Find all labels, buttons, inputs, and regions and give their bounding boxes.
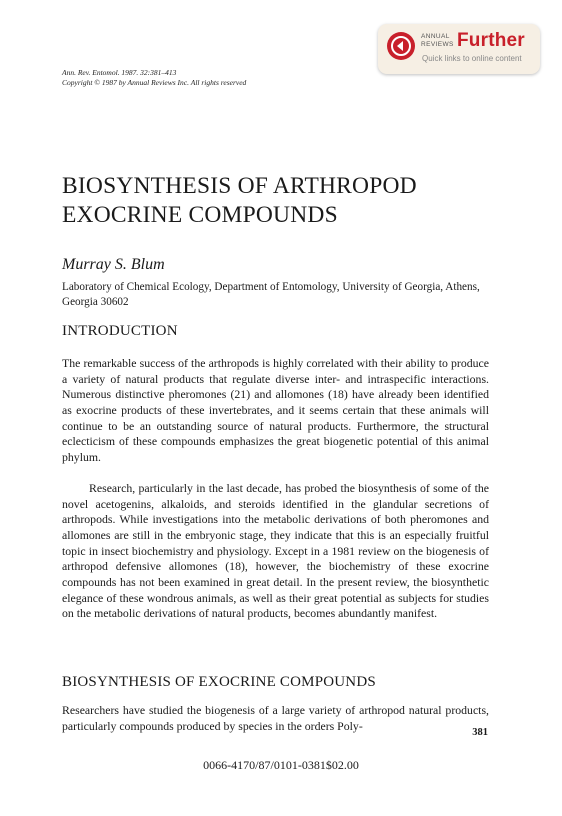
biosynthesis-paragraph-1: Researchers have studied the biogenesis of a large variety of arthropod natural products, particularly compounds produced by species in the orders Poly-: [62, 703, 489, 733]
author-affiliation: Laboratory of Chemical Ecology, Department of Entomology, University of Georgia, Athens, Georgia 30602: [62, 281, 480, 309]
further-annual-reviews-label: ANNUAL REVIEWS: [421, 33, 454, 48]
annual-reviews-further-badge[interactable]: [378, 24, 540, 74]
further-subtitle: Quick links to online content: [422, 54, 522, 63]
page-number: 381: [472, 727, 488, 738]
citation-journal: Ann. Rev. Entomol. 1987. 32:381–413: [62, 68, 177, 77]
intro-paragraph-2: Research, particularly in the last decade, has probed the biosynthesis of some of the novel acetogenins, alkaloids, and steroids identified in the glandular secretions of arthropods. While investigations into the metabolic derivations of both pheromones and allomones are still in the embryonic stage, they indicate that this is an especially fruitful topic in insect biochemistry and physiology. Except in a 1981 review on the biogenesis of arthropod defensive allomones (18), however, the biochemistry of these exocrine compounds has not been examined in great detail. In the present review, the biosynthetic elegance of these wondrous animals, as well as their great potential as subjects for studies on the metabolic derivations of natural products, becomes abundantly manifest.: [62, 481, 489, 621]
article-title: BIOSYNTHESIS OF ARTHROPOD EXOCRINE COMPOUNDS: [62, 173, 417, 228]
section-heading-biosynthesis: BIOSYNTHESIS OF EXOCRINE COMPOUNDS: [62, 674, 376, 690]
further-wordmark: Further: [457, 30, 525, 51]
further-play-icon: [387, 32, 415, 60]
intro-paragraph-1: The remarkable success of the arthropods is highly correlated with their ability to produce a variety of natural products that regulate diverse inter- and intraspecific interactions. Numerous distinctive pheromones (21) and allomones (18) have already been identified as exocrine products of these invertebrates, and it seems certain that these animals will continue to be an outstanding source of natural products. Furthermore, the structural eclecticism of these compounds emphasizes the great biogenetic potential of this animal phylum.: [62, 356, 489, 464]
author-name: Murray S. Blum: [62, 256, 165, 273]
section-heading-introduction: INTRODUCTION: [62, 323, 178, 339]
document-code: 0066-4170/87/0101-0381$02.00: [203, 758, 359, 772]
citation-copyright: Copyright © 1987 by Annual Reviews Inc. All rights reserved: [62, 78, 247, 87]
